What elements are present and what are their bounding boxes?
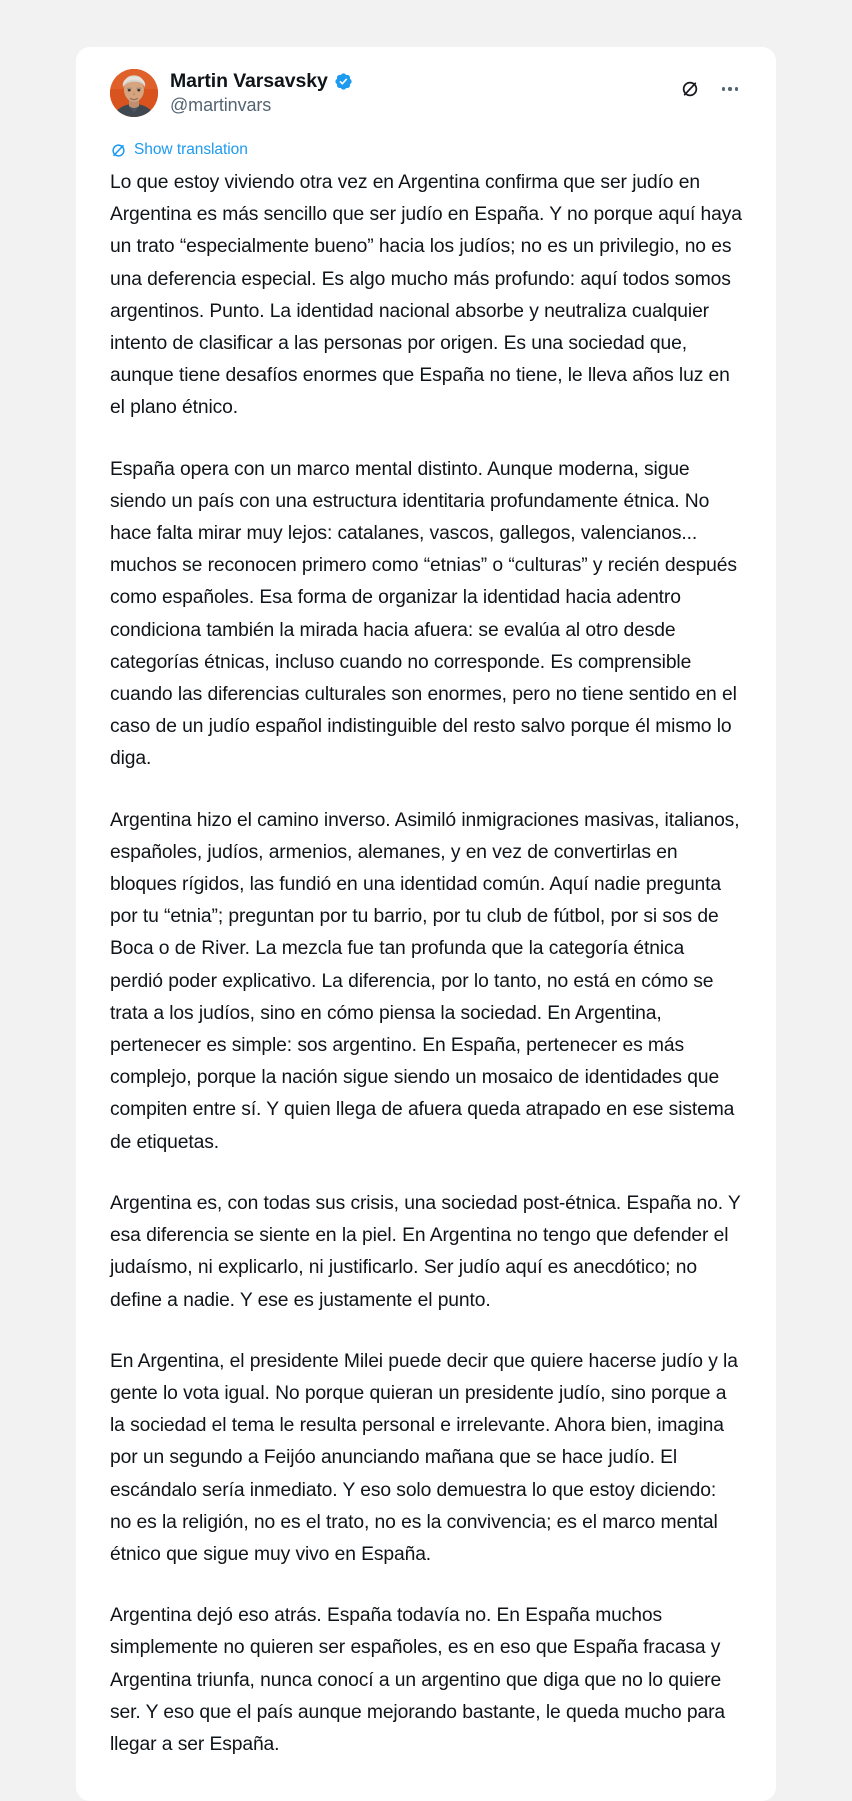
avatar[interactable] [110, 69, 158, 117]
post-paragraph: En Argentina, el presidente Milei puede decir que quiere hacerse judío y la gente lo vota igual. No porque quieran un presidente judío, sino porque a la sociedad el tema le resulta personal e irrelevante. Ahora bien, imagina por un segundo a Feijóo anunciando mañana que se hace judío. El escándalo sería inmediato. Y eso solo demuestra lo que estoy diciendo: no es la religión, no es el trato, no es la convivencia; es el marco mental étnico que sigue muy vivo en España. [110, 1350, 738, 1565]
post-paragraph: Argentina hizo el camino inverso. Asimiló inmigraciones masivas, italianos, españoles, judíos, armenios, alemanes, y en vez de convertirlas en bloques rígidos, las fundió en una identidad común. Aquí nadie pregunta por tu “etnia”; preguntan por tu barrio, por tu club de fútbol, por si sos de Boca o de River. La mezcla fue tan profunda que la categoría étnica perdió poder explicativo. La diferencia, por lo tanto, no está en cómo se trata a los judíos, sino en cómo piensa la sociedad. En Argentina, pertenecer es simple: sos argentino. En España, pertenecer es más complejo, porque la nación sigue siendo un mosaico de identidades que compiten entre sí. Y quien llega de afuera queda atrapado en ese sistema de etiquetas. [110, 809, 740, 1153]
show-translation-label: Show translation [134, 141, 248, 158]
post-paragraph: Lo que estoy viviendo otra vez en Argentina confirma que ser judío en Argentina es más sencillo que ser judío en España. Y no porque aquí haya un trato “especialmente bueno” hacia los judíos; no es un privilegio, no es una deferencia especial. Es algo mucho más profundo: aquí todos somos argentinos. Punto. La identidad nacional absorbe y neutraliza cualquier intento de clasificar a las personas por origen. Es una sociedad que, aunque tiene desafíos enormes que España no tiene, le lleva años luz en el plano étnico. [110, 172, 742, 419]
grok-icon[interactable] [679, 78, 701, 100]
more-dot [722, 87, 725, 90]
post-paragraph: Argentina dejó eso atrás. España todavía no. En España muchos simplemente no quieren ser españoles, es en eso que España fracasa y Argentina triunfa, nunca conocí a un argentino que diga que no lo quiere ser. Y eso que el país aunque mejorando bastante, le queda mucho para llegar a ser España. [110, 1605, 726, 1755]
post-card [76, 47, 776, 1801]
post-paragraph: Argentina es, con todas sus crisis, una sociedad post-étnica. España no. Y esa diferencia se siente en la piel. En Argentina no tengo que defender el judaísmo, ni explicarlo, ni justificarlo. Ser judío aquí es anecdótico; no define a nadie. Y ese es justamente el punto. [110, 1192, 741, 1311]
author-block[interactable] [110, 69, 353, 118]
more-dot [735, 87, 738, 90]
display-name-row [170, 70, 353, 92]
author-display-name[interactable]: Martin Varsavsky [170, 70, 328, 92]
header-actions [679, 69, 742, 100]
verified-badge-icon [334, 72, 353, 91]
more-dot [728, 87, 731, 90]
post-header [110, 69, 742, 125]
more-options-icon[interactable] [718, 78, 742, 100]
post-text [110, 167, 742, 1761]
author-names [170, 69, 353, 118]
author-handle[interactable]: @martinvars [170, 95, 272, 116]
translate-icon [110, 142, 127, 159]
show-translation-button[interactable] [110, 141, 248, 159]
post-paragraph: España opera con un marco mental distinto. Aunque moderna, sigue siendo un país con una estructura identitaria profundamente étnica. No hace falta mirar muy lejos: catalanes, vascos, gallegos, valencianos... muchos se reconocen primero como “etnias” o “culturas” y recién después como españoles. Esa forma de organizar la identidad hacia adentro condiciona también la mirada hacia afuera: se evalúa al otro desde categorías étnicas, incluso cuando no corresponde. Es comprensible cuando las diferencias culturales son enormes, pero no tiene sentido en el caso de un judío español indistinguible del resto salvo porque él mismo lo diga. [110, 458, 737, 770]
